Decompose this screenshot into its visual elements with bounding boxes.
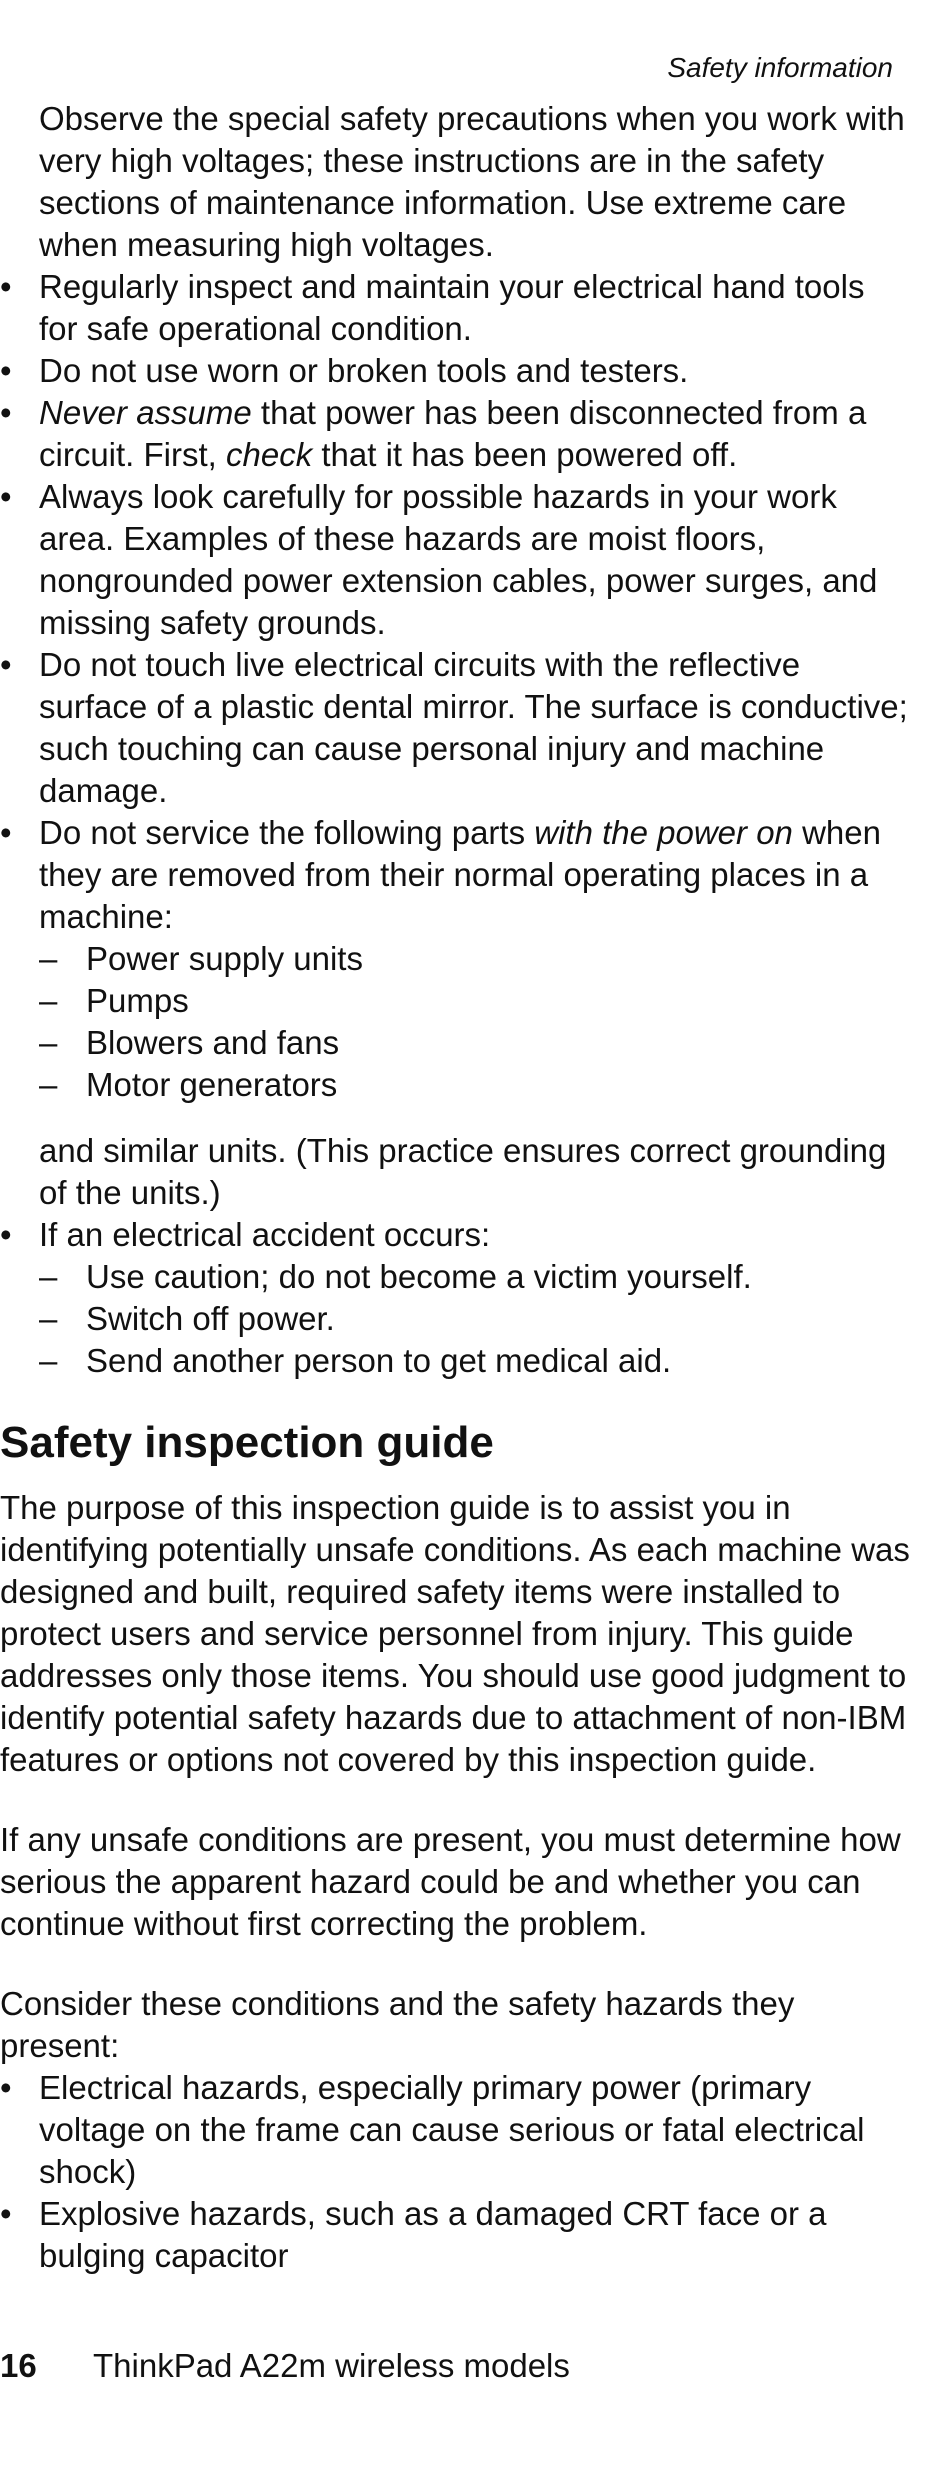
bullet: • (0, 2069, 12, 2106)
paragraph: The purpose of this inspection guide is to assist you in identifying potentially unsafe conditions. As each machine was designed and built, required safety items were installed to protect users and service personnel from injury. This guide addresses only those items. You should use good judgment to identify potential safety hazards due to attachment of non-IBM features or options not covered by this inspection guide. (0, 1489, 910, 1778)
paragraph: Consider these conditions and the safety hazards they present: (0, 1985, 795, 2064)
sub-list-item: – Blowers and fans (0, 1022, 910, 1064)
list-item: • Always look carefully for possible hazards in your work area. Examples of these hazards are moist floors, nongrounded power extension cables, power surges, and missing safety grounds. (0, 478, 878, 641)
dash: – (39, 1300, 58, 1337)
dash: – (39, 982, 58, 1019)
bullet: • (0, 478, 12, 515)
list-item: • Electrical hazards, especially primary power (primary voltage on the frame can cause serious or fatal electrical shock) (0, 2069, 865, 2190)
bullet: • (0, 268, 12, 305)
bullet: • (0, 1216, 12, 1253)
bullet: • (0, 814, 12, 851)
list-item: • Do not service the following parts with the power on when they are removed from their normal operating places in a machine: (0, 814, 881, 935)
dash: – (39, 1342, 58, 1379)
paragraph: If any unsafe conditions are present, you must determine how serious the apparent hazard could be and whether you can continue without first correcting the problem. (0, 1821, 901, 1942)
sub-list-item: – Pumps (0, 980, 910, 1022)
section-body (0, 1487, 910, 2277)
list-item: • Do not touch live electrical circuits with the reflective surface of a plastic dental mirror. The surface is conductive; such touching can cause personal injury and machine damage. (0, 646, 908, 809)
sub-list-item: – Send another person to get medical aid. (0, 1340, 910, 1382)
sub-list-item: – Switch off power. (0, 1298, 910, 1340)
precautions-list (0, 98, 910, 1382)
sub-list-item: – Motor generators (0, 1064, 910, 1106)
running-head: Safety information (667, 52, 893, 83)
dash: – (39, 1024, 58, 1061)
section-heading: Safety inspection guide (0, 1418, 494, 1467)
bullet: • (0, 394, 12, 431)
book-title: ThinkPad A22m wireless models (93, 2347, 570, 2384)
list-item: • If an electrical accident occurs: (0, 1214, 910, 1256)
intro-paragraph: Observe the special safety precautions when you work with very high voltages; these instructions are in the safety sections of maintenance information. Use extreme care when measuring high voltages. (39, 100, 905, 263)
grounding-note: and similar units. (This practice ensures correct grounding of the units.) (39, 1132, 887, 1211)
bullet: • (0, 2195, 12, 2232)
bullet: • (0, 352, 12, 389)
sub-list-item: – Power supply units (0, 938, 910, 980)
dash: – (39, 1066, 58, 1103)
page-number: 16 (0, 2347, 37, 2384)
bullet: • (0, 646, 12, 683)
list-item: • Do not use worn or broken tools and testers. (0, 350, 910, 392)
list-item: • Explosive hazards, such as a damaged CRT face or a bulging capacitor (0, 2195, 827, 2274)
list-item: • Regularly inspect and maintain your electrical hand tools for safe operational condition. (0, 268, 865, 347)
dash: – (39, 940, 58, 977)
dash: – (39, 1258, 58, 1295)
page-footer (0, 2345, 570, 2387)
sub-list-item: – Use caution; do not become a victim yourself. (0, 1256, 910, 1298)
list-item: • Never assume that power has been disconnected from a circuit. First, check that it has been powered off. (0, 394, 867, 473)
